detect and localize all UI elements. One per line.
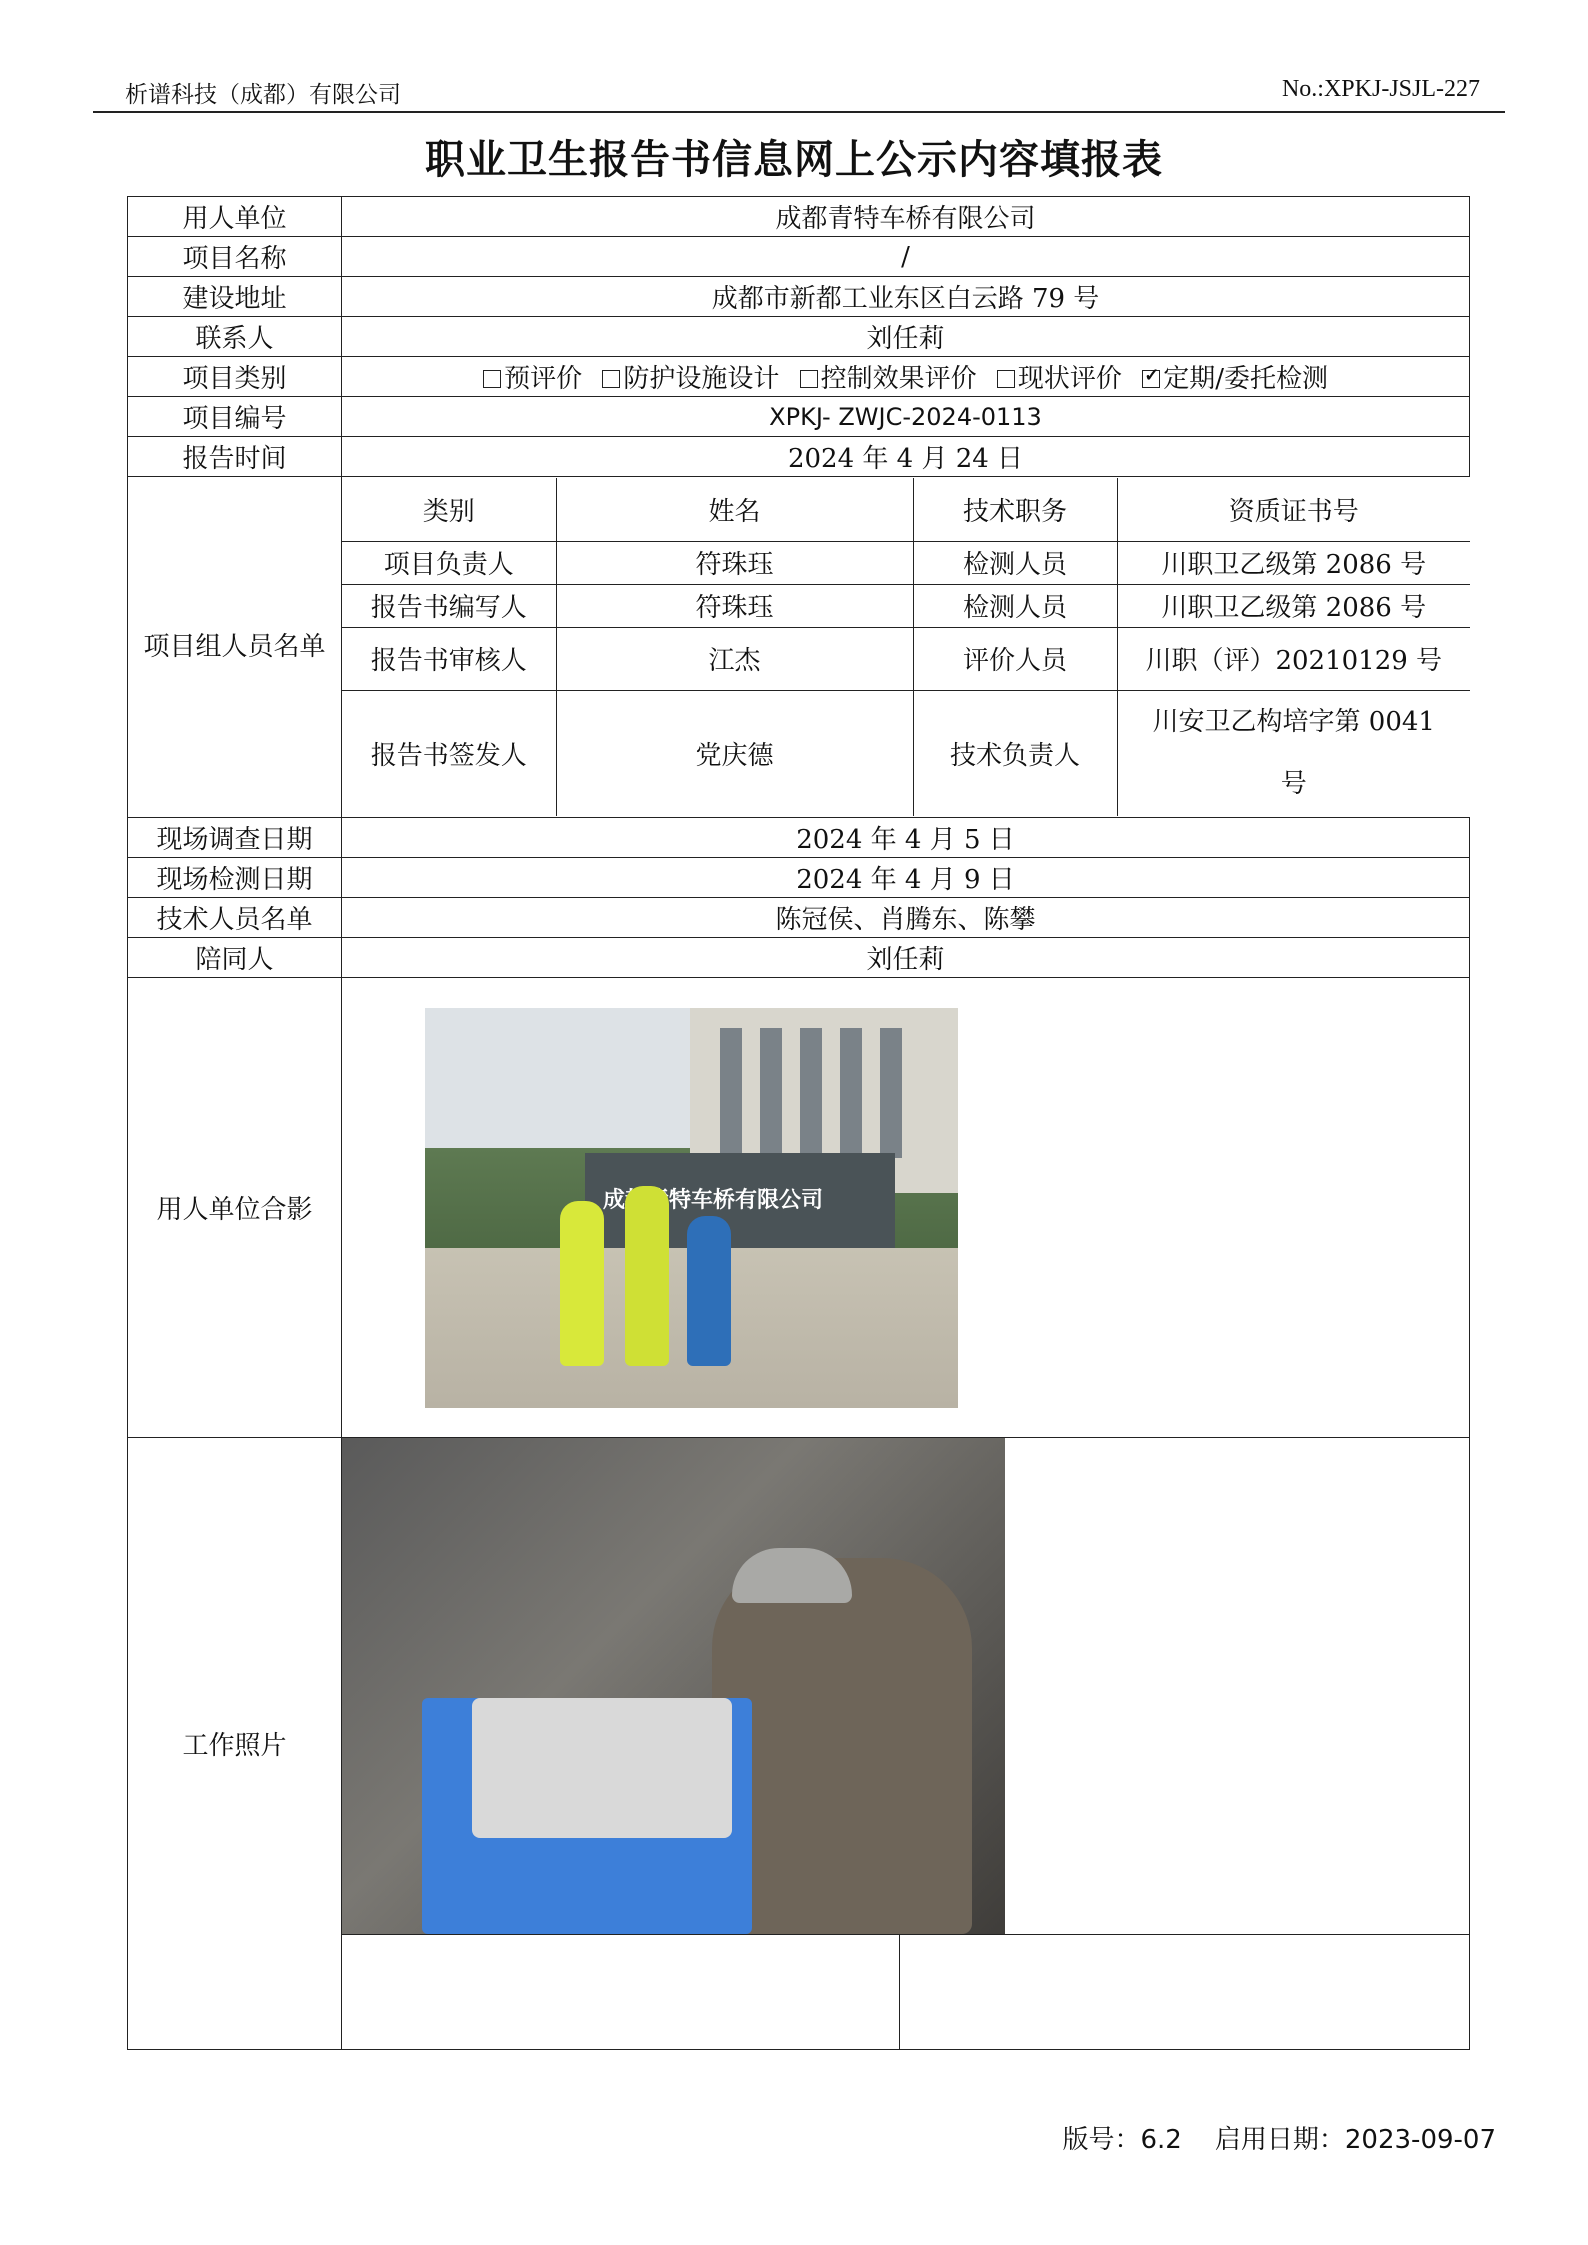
team-table (342, 478, 1470, 816)
member-title: 检测人员 (913, 541, 1117, 584)
member-name: 党庆德 (556, 690, 913, 816)
address-value: 成都市新都工业东区白云路 79 号 (342, 277, 1470, 317)
team-header-title: 技术职务 (913, 478, 1117, 541)
option-control-evaluation[interactable]: 控制效果评价 (800, 364, 977, 394)
group-photo-cell (342, 978, 1470, 1438)
technicians-value: 陈冠侯、肖腾东、陈攀 (342, 898, 1470, 938)
employer-label: 用人单位 (128, 197, 342, 237)
group-photo (425, 1008, 958, 1408)
team-header-category: 类别 (342, 478, 556, 541)
member-category: 报告书审核人 (342, 627, 556, 690)
escort-value: 刘任莉 (342, 938, 1470, 978)
report-time-value: 2024 年 4 月 24 日 (342, 437, 1470, 477)
option-pre-evaluation[interactable]: 预评价 (483, 364, 582, 394)
option-status-evaluation[interactable]: 现状评价 (997, 364, 1122, 394)
group-photo-label: 用人单位合影 (128, 978, 342, 1438)
address-label: 建设地址 (128, 277, 342, 317)
person-figure (560, 1201, 604, 1366)
worker-cap (732, 1548, 852, 1603)
blank-cell-right (900, 1935, 1470, 2050)
member-title: 技术负责人 (913, 690, 1117, 816)
checkbox-protection-design[interactable] (602, 370, 620, 388)
work-photo-label: 工作照片 (128, 1438, 342, 2050)
contact-label: 联系人 (128, 317, 342, 357)
member-cert: 川安卫乙构培字第 0041 号 (1117, 690, 1470, 816)
option-periodic-testing[interactable]: ✓ 定期/委托检测 (1142, 364, 1328, 394)
table-row (342, 584, 1470, 627)
company-name: 析谱科技（成都）有限公司 (125, 82, 401, 108)
person-figure (687, 1216, 731, 1366)
member-title: 检测人员 (913, 584, 1117, 627)
version-number: 版号：6.2 (1062, 2125, 1182, 2155)
member-cert: 川职（评）20210129 号 (1117, 627, 1470, 690)
member-title: 评价人员 (913, 627, 1117, 690)
checkbox-pre-evaluation[interactable] (483, 370, 501, 388)
team-label: 项目组人员名单 (128, 477, 342, 818)
table-row (342, 541, 1470, 584)
member-category: 项目负责人 (342, 541, 556, 584)
project-name-label: 项目名称 (128, 237, 342, 277)
table-row (342, 627, 1470, 690)
work-photo (342, 1438, 1005, 1934)
team-header-row (342, 478, 1470, 541)
member-name: 江杰 (556, 627, 913, 690)
blank-cell-left (342, 1935, 900, 2050)
test-date-value: 2024 年 4 月 9 日 (342, 858, 1470, 898)
team-cell (342, 477, 1470, 818)
project-name-value: / (342, 237, 1470, 277)
table-row (342, 690, 1470, 816)
start-date: 启用日期：2023-09-07 (1214, 2125, 1496, 2155)
team-header-name: 姓名 (556, 478, 913, 541)
contact-value: 刘任莉 (342, 317, 1470, 357)
checkbox-status-evaluation[interactable] (997, 370, 1015, 388)
member-name: 符珠珏 (556, 541, 913, 584)
footer (1062, 2119, 1496, 2156)
employer-value: 成都青特车桥有限公司 (342, 197, 1470, 237)
header-divider (93, 111, 1505, 113)
report-form-table (127, 196, 1470, 2050)
survey-date-value: 2024 年 4 月 5 日 (342, 818, 1470, 858)
team-header-cert: 资质证书号 (1117, 478, 1470, 541)
member-name: 符珠珏 (556, 584, 913, 627)
project-type-options (342, 357, 1470, 397)
sampling-device (422, 1698, 752, 1934)
option-protection-design[interactable]: 防护设施设计 (602, 364, 779, 394)
technicians-label: 技术人员名单 (128, 898, 342, 938)
member-cert: 川职卫乙级第 2086 号 (1117, 584, 1470, 627)
checkbox-control-evaluation[interactable] (800, 370, 818, 388)
page-title: 职业卫生报告书信息网上公示内容填报表 (425, 137, 1163, 183)
member-category: 报告书签发人 (342, 690, 556, 816)
escort-label: 陪同人 (128, 938, 342, 978)
project-no-value: XPKJ- ZWJC-2024-0113 (342, 397, 1470, 437)
member-cert: 川职卫乙级第 2086 号 (1117, 541, 1470, 584)
survey-date-label: 现场调查日期 (128, 818, 342, 858)
work-photo-cell (342, 1438, 1470, 1935)
document-number: No.:XPKJ-JSJL-227 (1281, 76, 1480, 102)
test-date-label: 现场检测日期 (128, 858, 342, 898)
project-type-label: 项目类别 (128, 357, 342, 397)
member-category: 报告书编写人 (342, 584, 556, 627)
report-time-label: 报告时间 (128, 437, 342, 477)
checkbox-periodic-testing[interactable] (1142, 370, 1160, 388)
project-no-label: 项目编号 (128, 397, 342, 437)
person-figure (625, 1186, 669, 1366)
